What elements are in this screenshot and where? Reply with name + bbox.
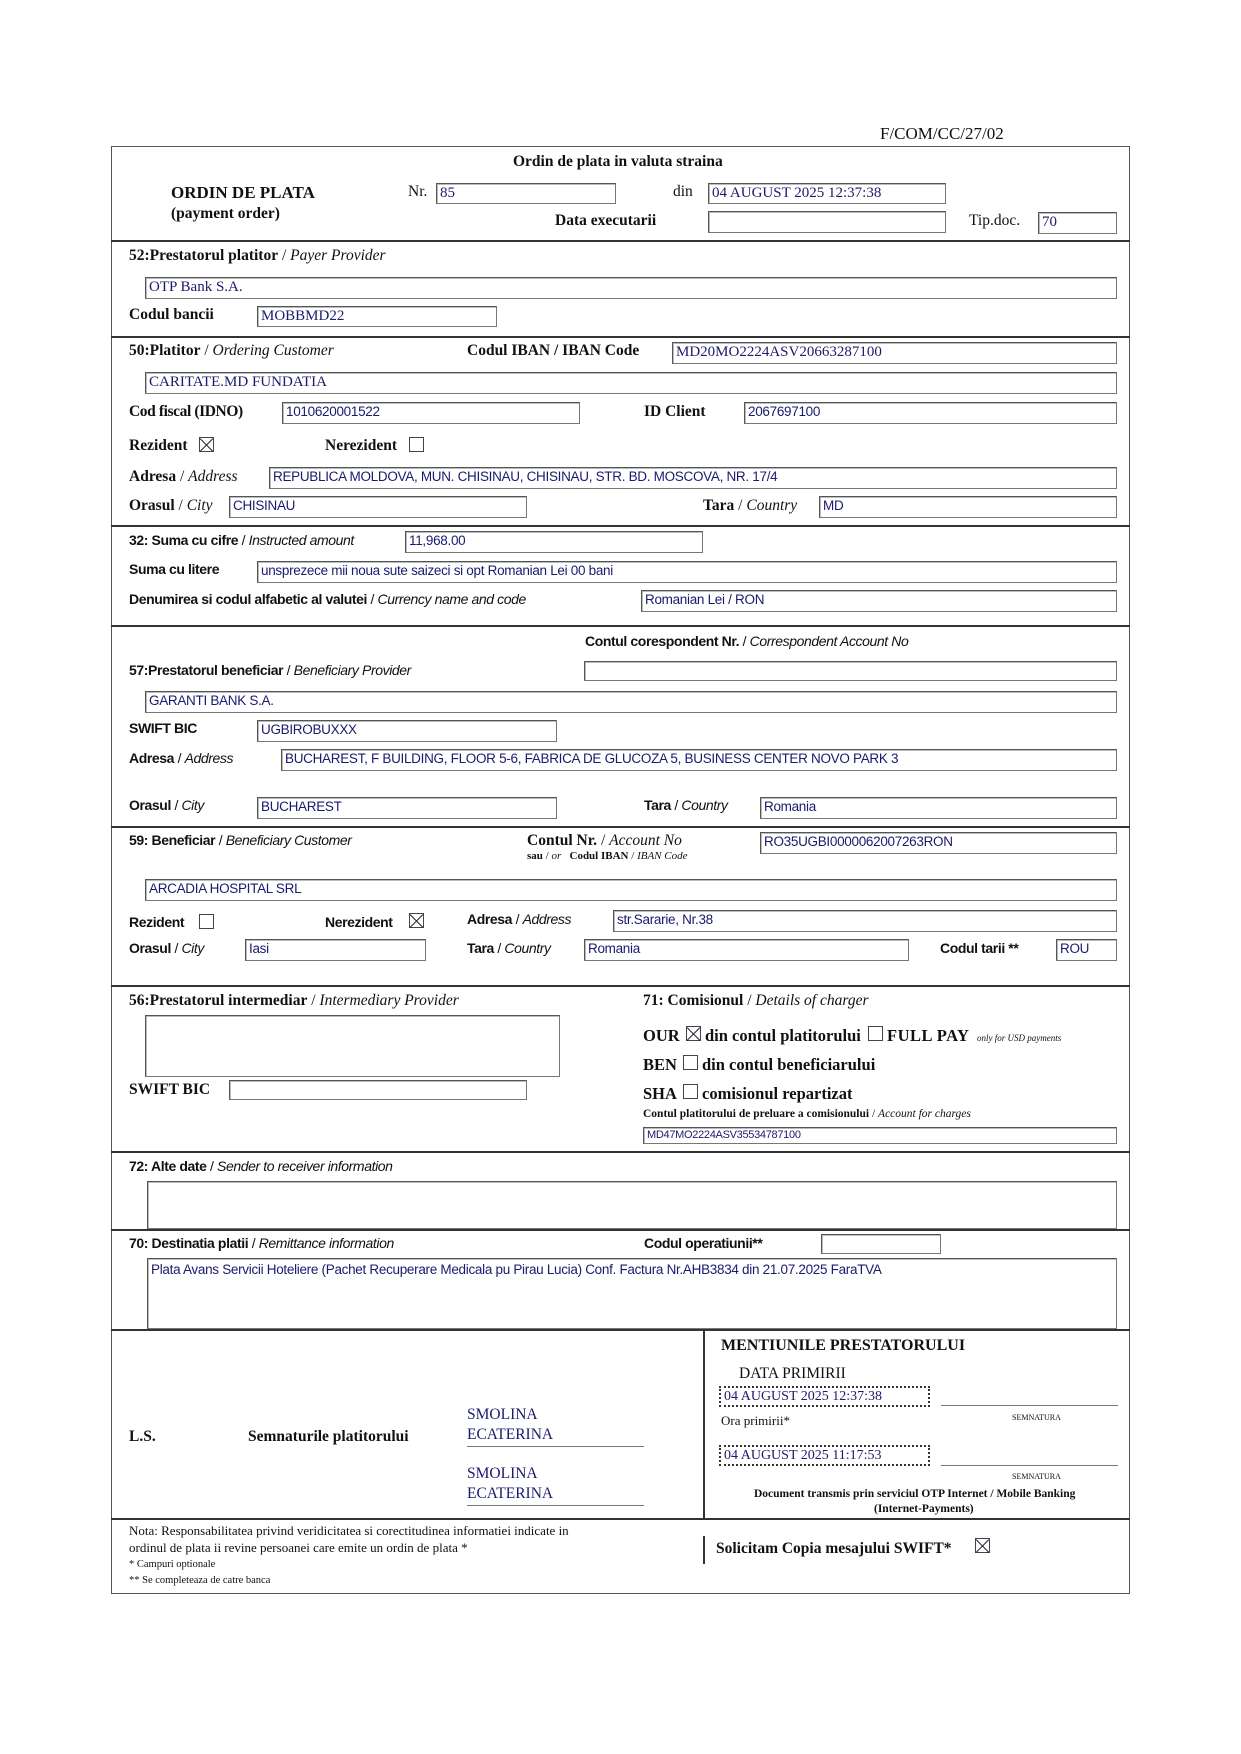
amount-field[interactable]: 11,968.00 <box>405 531 703 553</box>
divider <box>703 1329 705 1518</box>
divider <box>111 336 1130 338</box>
signer-1-line2: ECATERINA <box>467 1426 554 1443</box>
payer-address-label: Adresa / Address <box>129 468 238 485</box>
tipdoc-field[interactable]: 70 <box>1038 212 1117 234</box>
signer-1-line1: SMOLINA <box>467 1406 538 1423</box>
beneficiary-provider-city-label: Orasul / City <box>129 797 204 813</box>
correspondent-account-label: Contul corespondent Nr. / Correspondent Account No <box>585 633 909 649</box>
correspondent-account-field[interactable] <box>584 661 1117 681</box>
signature-line <box>467 1446 644 1447</box>
charges-sha-desc: comisionul repartizat <box>702 1084 853 1103</box>
form-code: F/COM/CC/27/02 <box>880 124 1004 143</box>
payer-nonresident-checkbox[interactable] <box>409 437 424 452</box>
beneficiary-city-field[interactable]: Iasi <box>245 939 426 961</box>
payer-resident-label: Rezident <box>129 437 188 454</box>
amount-words-field[interactable]: unsprezece mii noua sute saizeci si opt Romanian Lei 00 bani <box>257 561 1117 583</box>
signature-label-2: SEMNATURA <box>1012 1472 1061 1481</box>
payer-country-field[interactable]: MD <box>819 496 1117 518</box>
remittance-field[interactable]: Plata Avans Servicii Hoteliere (Pachet Recuperare Medicala pu Pirau Lucia) Conf. Factura Nr.AHB3834 din 21.07.2025 FaraTVA <box>147 1258 1117 1329</box>
remittance-label: 70: Destinatia platii / Remittance information <box>129 1235 394 1251</box>
divider <box>111 525 1130 527</box>
beneficiary-address-label: Adresa / Address <box>467 911 572 927</box>
charges-ben-desc: din contul beneficiarului <box>702 1055 876 1074</box>
beneficiary-provider-name-field[interactable]: GARANTI BANK S.A. <box>145 691 1117 713</box>
provider-notes-title: MENTIUNILE PRESTATORULUI <box>721 1337 966 1354</box>
beneficiary-name-field[interactable]: ARCADIA HOSPITAL SRL <box>145 879 1117 901</box>
tipdoc-label: Tip.doc. <box>969 212 1021 229</box>
swift-copy-label: Solicitam Copia mesajului SWIFT* <box>716 1540 952 1557</box>
currency-label: Denumirea si codul alfabetic al valutei / Currency name and code <box>129 591 526 607</box>
swift-copy-checkbox[interactable] <box>975 1538 990 1553</box>
charges-our-checkbox[interactable] <box>686 1026 701 1041</box>
beneficiary-country-field[interactable]: Romania <box>584 939 909 961</box>
exec-date-label: Data executarii <box>555 212 657 229</box>
charges-fullpay-note: only for USD payments <box>977 1033 1062 1043</box>
divider <box>111 826 1130 828</box>
beneficiary-provider-city-field[interactable]: BUCHAREST <box>257 797 557 819</box>
payer-signatures-label: Semnaturile platitorului <box>248 1428 409 1445</box>
beneficiary-city-label: Orasul / City <box>129 940 204 956</box>
payer-city-field[interactable]: CHISINAU <box>229 496 527 518</box>
charges-account-label: Contul platitorului de preluare a comisionului / Account for charges <box>643 1108 971 1120</box>
divider <box>111 625 1130 627</box>
charges-our-label: OUR <box>643 1026 680 1045</box>
fiscal-code-label: Cod fiscal (IDNO) <box>129 403 243 420</box>
divider <box>111 985 1130 987</box>
payer-resident-checkbox[interactable] <box>199 437 214 452</box>
transmit-note-2: (Internet-Payments) <box>874 1503 974 1515</box>
fiscal-code-field[interactable]: 1010620001522 <box>282 402 580 424</box>
payer-label: 50:Platitor / Ordering Customer <box>129 342 334 359</box>
charges-ben-label: BEN <box>643 1055 677 1074</box>
signature-line <box>467 1505 644 1506</box>
operation-code-field[interactable] <box>821 1234 941 1254</box>
divider <box>111 1229 1130 1231</box>
form-title-en: (payment order) <box>171 205 280 222</box>
bank-fields-note: ** Se completeaza de catre banca <box>129 1575 271 1586</box>
receipt-time-label: Ora primirii* <box>721 1413 790 1428</box>
payer-iban-field[interactable]: MD20MO2224ASV20663287100 <box>672 342 1117 364</box>
beneficiary-provider-label: 57:Prestatorul beneficiar / Beneficiary Provider <box>129 662 411 678</box>
beneficiary-swift-label: SWIFT BIC <box>129 720 197 736</box>
beneficiary-provider-country-label: Tara / Country <box>644 797 728 813</box>
nr-label: Nr. <box>408 183 428 200</box>
charges-account-field[interactable]: MD47MO2224ASV35534787100 <box>643 1127 1117 1144</box>
charges-sha-checkbox[interactable] <box>683 1084 698 1099</box>
intermediary-label: 56:Prestatorul intermediar / Intermediary Provider <box>129 992 459 1009</box>
beneficiary-nonresident-label: Nerezident <box>325 914 393 930</box>
currency-field[interactable]: Romanian Lei / RON <box>641 590 1117 612</box>
bank-code-field[interactable]: MOBBMD22 <box>257 306 497 327</box>
intermediary-name-field[interactable] <box>145 1015 560 1077</box>
exec-date-field[interactable] <box>708 211 946 233</box>
beneficiary-swift-field[interactable]: UGBIROBUXXX <box>257 720 557 742</box>
beneficiary-account-field[interactable]: RO35UGBI0000062007263RON <box>760 832 1117 854</box>
beneficiary-address-field[interactable]: str.Sararie, Nr.38 <box>613 910 1117 932</box>
operation-code-label: Codul operatiunii** <box>644 1235 763 1251</box>
form-title: ORDIN DE PLATA <box>171 183 315 202</box>
beneficiary-provider-address-label: Adresa / Address <box>129 750 234 766</box>
beneficiary-iban-label: sau / or Codul IBAN / IBAN Code <box>527 850 688 862</box>
beneficiary-provider-address-field[interactable]: BUCHAREST, F BUILDING, FLOOR 5-6, FABRICA DE GLUCOZA 5, BUSINESS CENTER NOVO PARK 3 <box>281 749 1117 771</box>
charges-sha-label: SHA <box>643 1084 677 1103</box>
payer-nonresident-label: Nerezident <box>325 437 398 454</box>
payer-provider-name-field[interactable]: OTP Bank S.A. <box>145 277 1117 299</box>
charges-fullpay-checkbox[interactable] <box>868 1026 883 1041</box>
client-id-field[interactable]: 2067697100 <box>744 402 1117 424</box>
divider <box>111 1329 1130 1331</box>
country-code-label: Codul tarii ** <box>940 940 1019 956</box>
ls-label: L.S. <box>129 1428 156 1445</box>
payer-provider-label: 52:Prestatorul platitor / Payer Provider <box>129 247 386 264</box>
charges-label: 71: Comisionul / Details of charger <box>643 992 869 1009</box>
beneficiary-label: 59: Beneficiar / Beneficiary Customer <box>129 832 352 848</box>
bank-code-label: Codul bancii <box>129 306 214 323</box>
beneficiary-country-label: Tara / Country <box>467 940 551 956</box>
beneficiary-resident-label: Rezident <box>129 914 185 930</box>
order-date-field[interactable]: 04 AUGUST 2025 12:37:38 <box>708 183 946 204</box>
charges-fullpay-label: FULL PAY <box>887 1026 970 1045</box>
signer-2-line1: SMOLINA <box>467 1465 538 1482</box>
amount-label: 32: Suma cu cifre / Instructed amount <box>129 532 354 548</box>
optional-fields-note: * Campuri optionale <box>129 1559 216 1570</box>
charges-our-desc: din contul platitorului <box>705 1026 861 1045</box>
divider <box>703 1536 705 1564</box>
amount-words-label: Suma cu litere <box>129 561 220 577</box>
beneficiary-nonresident-checkbox[interactable] <box>409 913 424 928</box>
din-label: din <box>673 183 693 200</box>
signature-line <box>941 1405 1118 1406</box>
intermediary-swift-field[interactable] <box>229 1080 527 1100</box>
divider <box>111 1151 1130 1153</box>
footer-note-line1: Nota: Responsabilitatea privind veridicitatea si corectitudinea informatiei indicate in <box>129 1523 569 1538</box>
charges-ben-checkbox[interactable] <box>683 1055 698 1070</box>
payer-name-field[interactable]: CARITATE.MD FUNDATIA <box>145 372 1117 394</box>
beneficiary-resident-checkbox[interactable] <box>199 914 214 929</box>
beneficiary-provider-country-field[interactable]: Romania <box>760 797 1117 819</box>
divider <box>111 1518 1130 1520</box>
signer-2-line2: ECATERINA <box>467 1485 554 1502</box>
signature-label-1: SEMNATURA <box>1012 1413 1061 1422</box>
client-id-label: ID Client <box>644 403 706 420</box>
receipt-date-label: DATA PRIMIRII <box>739 1365 846 1382</box>
order-number-field[interactable]: 85 <box>436 183 616 204</box>
payer-iban-label: Codul IBAN / IBAN Code <box>467 342 640 359</box>
form-subtitle: Ordin de plata in valuta straina <box>513 153 723 170</box>
other-data-field[interactable] <box>147 1181 1117 1229</box>
footer-note-line2: ordinul de plata ii revine persoanei care emite un ordin de plata * <box>129 1540 468 1555</box>
transmit-note-1: Document transmis prin serviciul OTP Internet / Mobile Banking <box>754 1488 1076 1500</box>
intermediary-swift-label: SWIFT BIC <box>129 1081 211 1098</box>
other-data-label: 72: Alte date / Sender to receiver information <box>129 1158 393 1174</box>
receipt-date-field[interactable]: 04 AUGUST 2025 12:37:38 <box>719 1386 930 1407</box>
beneficiary-account-label: Contul Nr. / Account No <box>527 832 682 849</box>
country-code-field[interactable]: ROU <box>1056 939 1117 961</box>
signature-line <box>941 1465 1118 1466</box>
payer-country-label: Tara / Country <box>703 497 798 514</box>
receipt-time-field[interactable]: 04 AUGUST 2025 11:17:53 <box>719 1445 930 1466</box>
payer-city-label: Orasul / City <box>129 497 213 514</box>
payer-address-field[interactable]: REPUBLICA MOLDOVA, MUN. CHISINAU, CHISINAU, STR. BD. MOSCOVA, NR. 17/4 <box>269 467 1117 489</box>
divider <box>111 240 1130 242</box>
